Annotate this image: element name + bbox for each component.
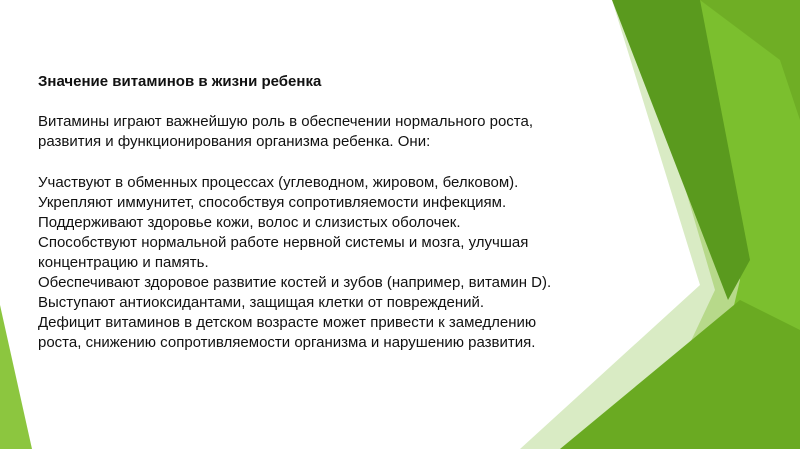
vitamin-roles-list bbox=[38, 173, 638, 353]
intro-line: развития и функционирования организма ребенка. Они: bbox=[38, 133, 431, 150]
list-line: Поддерживают здоровье кожи, волос и слизистых оболочек. bbox=[38, 214, 461, 231]
list-line: Участвуют в обменных процессах (углеводном, жировом, белковом). bbox=[38, 174, 519, 191]
list-line: Выступают антиоксидантами, защищая клетки от повреждений. bbox=[38, 294, 485, 311]
list-line: роста, снижению сопротивляемости организма и нарушению развития. bbox=[38, 334, 536, 351]
slide-title: Значение витаминов в жизни ребенка bbox=[38, 73, 322, 90]
list-line: концентрацию и память. bbox=[38, 254, 209, 271]
list-line: Способствуют нормальной работе нервной системы и мозга, улучшая bbox=[38, 234, 529, 251]
list-line: Обеспечивают здоровое развитие костей и зубов (например, витамин D). bbox=[38, 274, 552, 291]
intro-line: Витамины играют важнейшую роль в обеспечении нормального роста, bbox=[38, 113, 534, 130]
list-line: Укрепляют иммунитет, способствуя сопротивляемости инфекциям. bbox=[38, 194, 507, 211]
intro-paragraph bbox=[38, 112, 638, 152]
slide-content bbox=[38, 72, 638, 353]
left-green-strip bbox=[0, 305, 32, 449]
list-line: Дефицит витаминов в детском возрасте может привести к замедлению bbox=[38, 314, 537, 331]
